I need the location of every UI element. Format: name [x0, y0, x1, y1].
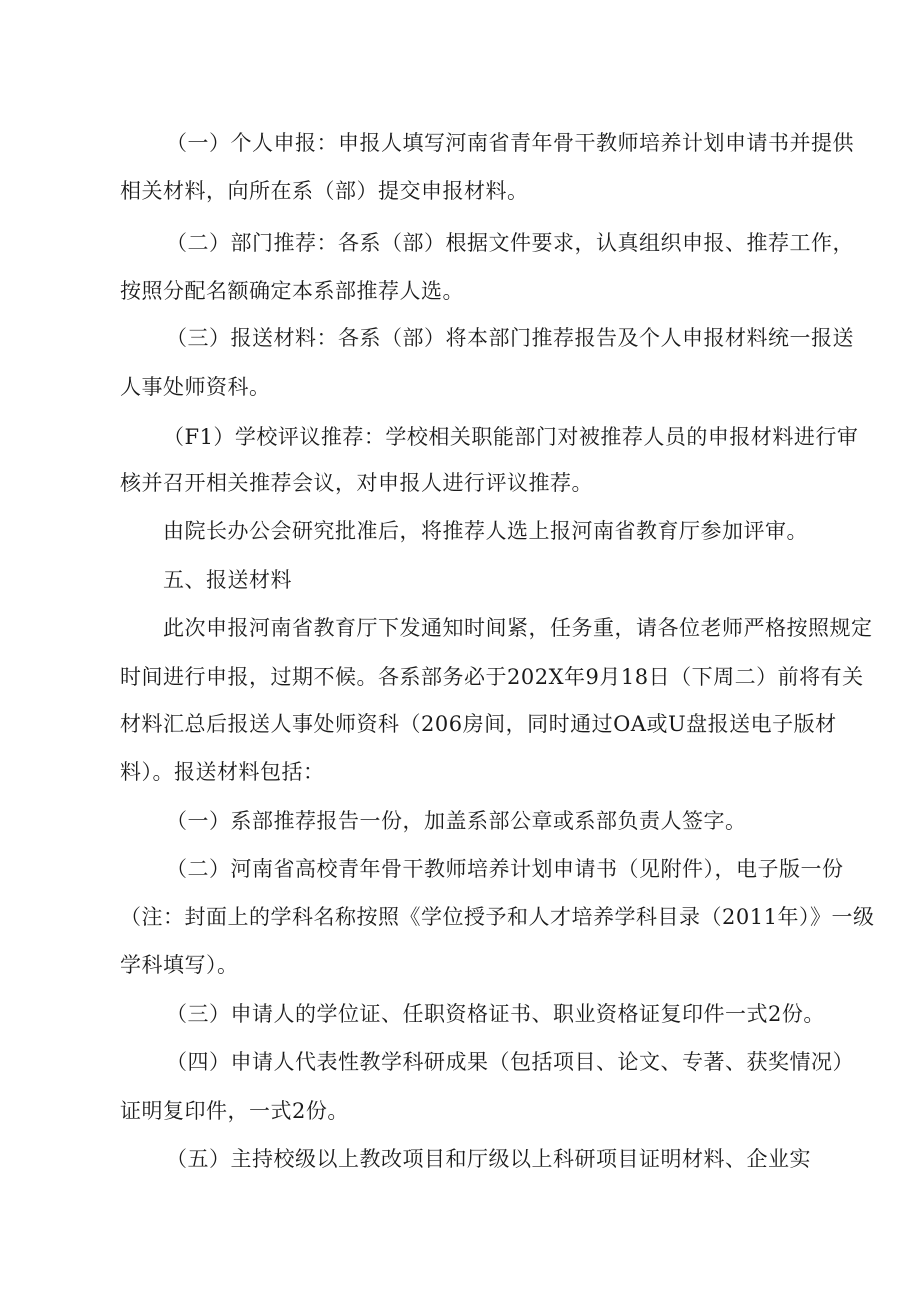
notice-paragraph-line-3: 材料汇总后报送人事处师资科（206房间，同时通过OA或U盘报送电子版材	[120, 712, 837, 736]
approval-paragraph: 由院长办公会研究批准后，将推荐人选上报河南省教育厅参加评审。	[163, 519, 808, 543]
step-personal-application-line-1: （一）个人申报：申报人填写河南省青年骨干教师培养计划申请书并提供	[166, 131, 854, 155]
material-item-2-line-1: （二）河南省高校青年骨干教师培养计划申请书（见附件），电子版一份	[166, 857, 844, 881]
notice-paragraph-line-2: 时间进行申报，过期不候。各系部务必于202X年9月18日（下周二）前将有关	[120, 665, 864, 689]
notice-paragraph-line-4: 料）。报送材料包括：	[120, 760, 325, 784]
material-item-4-line-1: （四）申请人代表性教学科研成果（包括项目、论文、专著、获奖情况）	[166, 1050, 854, 1074]
step-submit-materials-line-1: （三）报送材料：各系（部）将本部门推荐报告及个人申报材料统一报送	[166, 326, 854, 350]
step-school-review-line-1: （F1）学校评议推荐：学校相关职能部门对被推荐人员的申报材料进行审	[163, 425, 859, 449]
step-submit-materials-line-2: 人事处师资科。	[120, 375, 271, 399]
material-item-5-line-1: （五）主持校级以上教改项目和厅级以上科研项目证明材料、企业实	[166, 1147, 811, 1171]
material-item-1: （一）系部推荐报告一份，加盖系部公章或系部负责人签字。	[166, 809, 747, 833]
step-school-review-line-2: 核并召开相关推荐会议，对申报人进行评议推荐。	[120, 471, 593, 495]
material-item-3: （三）申请人的学位证、任职资格证书、职业资格证复印件一式2份。	[166, 1002, 825, 1026]
material-item-2-line-2: （注：封面上的学科名称按照《学位授予和人才培养学科目录（2011年）》一级	[120, 905, 875, 929]
notice-paragraph-line-1: 此次申报河南省教育厅下发通知时间紧，任务重，请各位老师严格按照规定	[163, 616, 873, 640]
step-personal-application-line-2: 相关材料，向所在系（部）提交申报材料。	[120, 179, 529, 203]
step-department-recommend-line-2: 按照分配名额确定本系部推荐人选。	[120, 279, 464, 303]
section-heading-submit-materials: 五、报送材料	[163, 568, 292, 592]
step-department-recommend-line-1: （二）部门推荐：各系（部）根据文件要求，认真组织申报、推荐工作，	[166, 231, 854, 255]
material-item-4-line-2: 证明复印件，一式2份。	[120, 1099, 349, 1123]
material-item-2-line-3: 学科填写）。	[120, 953, 239, 977]
